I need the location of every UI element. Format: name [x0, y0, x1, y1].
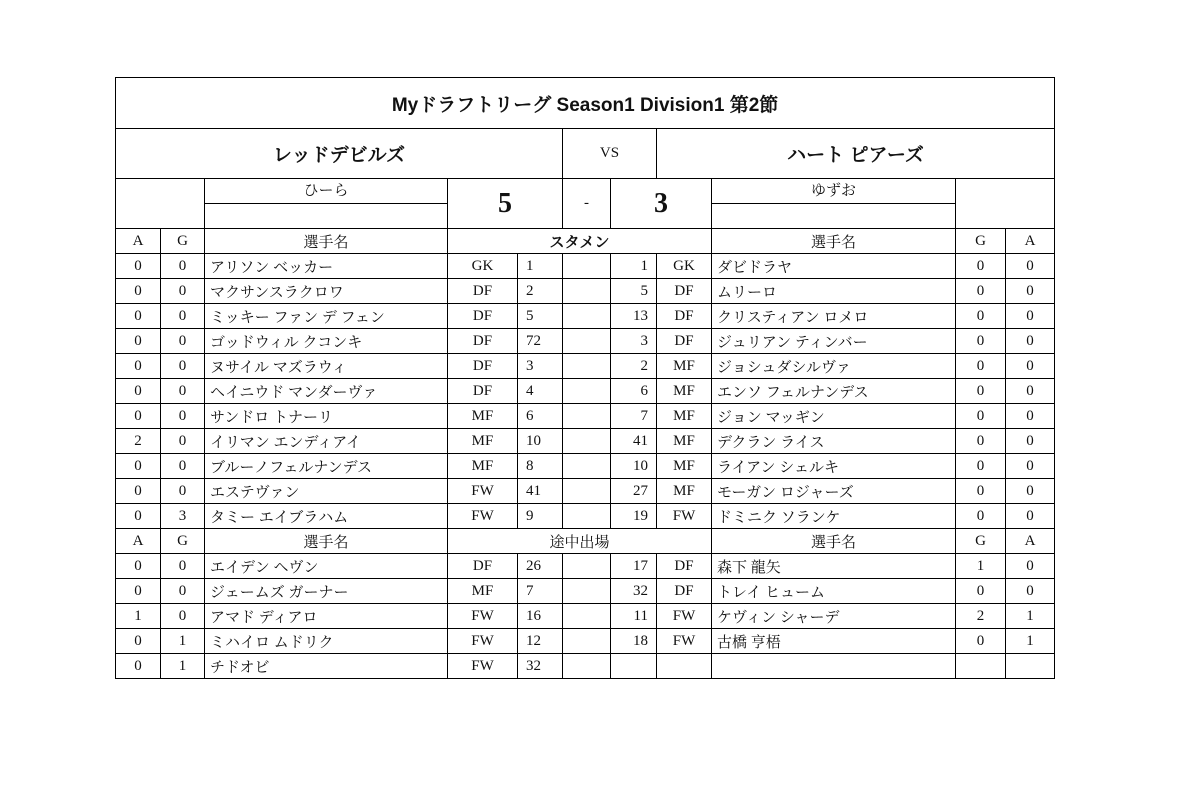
home-assists: 0 [116, 629, 161, 654]
away-shirt-number: 18 [611, 629, 657, 654]
away-assists: 0 [1006, 429, 1055, 454]
away-shirt-number: 1 [611, 254, 657, 279]
away-player-name: ジュリアン ティンバー [712, 329, 956, 354]
subs-header-row [116, 529, 1055, 554]
away-position: DF [657, 579, 712, 604]
away-player-name: モーガン ロジャーズ [712, 479, 956, 504]
away-position: MF [657, 454, 712, 479]
substitute-row [116, 554, 1055, 579]
substitute-row [116, 654, 1055, 679]
home-shirt-number: 12 [518, 629, 563, 654]
sub-header-goals-away: G [956, 529, 1006, 554]
substitute-row [116, 579, 1055, 604]
home-shirt-number: 4 [518, 379, 563, 404]
home-player-name: サンドロ トナーリ [205, 404, 448, 429]
away-shirt-number: 41 [611, 429, 657, 454]
away-player-name: ダビドラヤ [712, 254, 956, 279]
header-player-name: 選手名 [205, 229, 448, 254]
substitutes-section [116, 554, 1055, 679]
home-shirt-number: 1 [518, 254, 563, 279]
away-goals: 0 [956, 354, 1006, 379]
score-gap [563, 629, 611, 654]
home-shirt-number: 8 [518, 454, 563, 479]
home-score: 5 [448, 179, 563, 229]
home-position: DF [448, 554, 518, 579]
header-assists-away: A [1006, 229, 1055, 254]
away-player-name [712, 654, 956, 679]
home-assists: 0 [116, 479, 161, 504]
score-gap [563, 504, 611, 529]
away-goals: 0 [956, 379, 1006, 404]
away-goals: 1 [956, 554, 1006, 579]
home-assists: 0 [116, 579, 161, 604]
sub-header-assists: A [116, 529, 161, 554]
away-shirt-number: 5 [611, 279, 657, 304]
match-report-table [115, 77, 1055, 679]
starter-row [116, 379, 1055, 404]
home-goals: 0 [161, 429, 205, 454]
home-position: DF [448, 379, 518, 404]
away-goals: 0 [956, 579, 1006, 604]
away-player-name: ジョシュダシルヴァ [712, 354, 956, 379]
home-goals: 0 [161, 254, 205, 279]
home-shirt-number: 16 [518, 604, 563, 629]
home-manager-underline-space [205, 204, 448, 229]
starter-row [116, 329, 1055, 354]
home-goals: 0 [161, 279, 205, 304]
home-position: FW [448, 654, 518, 679]
score-gap [563, 329, 611, 354]
home-position: GK [448, 254, 518, 279]
home-shirt-number: 32 [518, 654, 563, 679]
home-goals: 1 [161, 629, 205, 654]
away-team-name: ハート ピアーズ [657, 129, 1055, 179]
away-assists: 0 [1006, 579, 1055, 604]
score-gap [563, 404, 611, 429]
home-assists: 0 [116, 504, 161, 529]
home-assists: 0 [116, 329, 161, 354]
away-assists: 0 [1006, 279, 1055, 304]
away-assists: 1 [1006, 629, 1055, 654]
away-assists: 0 [1006, 254, 1055, 279]
starter-row [116, 454, 1055, 479]
home-player-name: チドオビ [205, 654, 448, 679]
home-assists: 0 [116, 304, 161, 329]
home-position: MF [448, 454, 518, 479]
home-assists: 0 [116, 404, 161, 429]
away-goals [956, 654, 1006, 679]
away-position: MF [657, 479, 712, 504]
home-shirt-number: 7 [518, 579, 563, 604]
home-goals: 1 [161, 654, 205, 679]
home-manager-spacer [116, 179, 205, 205]
home-assists: 0 [116, 654, 161, 679]
substitute-row [116, 604, 1055, 629]
away-manager-spacer [956, 179, 1055, 205]
away-assists: 0 [1006, 479, 1055, 504]
match-title: Myドラフトリーグ Season1 Division1 第2節 [116, 78, 1055, 129]
away-shirt-number: 17 [611, 554, 657, 579]
home-position: MF [448, 404, 518, 429]
home-position: MF [448, 429, 518, 454]
home-player-name: エステヴァン [205, 479, 448, 504]
away-shirt-number: 10 [611, 454, 657, 479]
away-position: DF [657, 554, 712, 579]
sub-header-assists-away: A [1006, 529, 1055, 554]
starter-row [116, 429, 1055, 454]
home-player-name: ゴッドウィル クコンキ [205, 329, 448, 354]
away-goals: 2 [956, 604, 1006, 629]
away-score: 3 [611, 179, 712, 229]
home-assists: 0 [116, 379, 161, 404]
away-assists: 0 [1006, 454, 1055, 479]
away-manager-cell [712, 179, 956, 205]
home-shirt-number: 6 [518, 404, 563, 429]
score-gap [563, 554, 611, 579]
home-player-name: イリマン エンディアイ [205, 429, 448, 454]
away-assists: 0 [1006, 404, 1055, 429]
starter-row [116, 254, 1055, 279]
away-assists: 0 [1006, 504, 1055, 529]
away-shirt-number: 3 [611, 329, 657, 354]
title-row [116, 78, 1055, 129]
home-shirt-number: 26 [518, 554, 563, 579]
home-manager-name: ひーら [205, 179, 447, 204]
away-position: MF [657, 354, 712, 379]
away-goals: 0 [956, 429, 1006, 454]
away-player-name: クリスティアン ロメロ [712, 304, 956, 329]
home-position: FW [448, 629, 518, 654]
home-score-spacer [116, 204, 205, 229]
home-player-name: ジェームズ ガーナー [205, 579, 448, 604]
away-shirt-number: 32 [611, 579, 657, 604]
score-gap [563, 304, 611, 329]
score-gap [563, 604, 611, 629]
away-position: FW [657, 504, 712, 529]
starters-section [116, 254, 1055, 529]
home-position: FW [448, 504, 518, 529]
away-shirt-number: 27 [611, 479, 657, 504]
subs-header-section [116, 529, 1055, 554]
home-goals: 0 [161, 604, 205, 629]
home-position: FW [448, 604, 518, 629]
score-separator: - [563, 179, 611, 229]
home-player-name: ヌサイル マズラウィ [205, 354, 448, 379]
away-shirt-number: 7 [611, 404, 657, 429]
home-player-name: ミハイロ ムドリク [205, 629, 448, 654]
home-goals: 0 [161, 579, 205, 604]
home-assists: 0 [116, 454, 161, 479]
away-position: DF [657, 329, 712, 354]
starter-row [116, 479, 1055, 504]
substitute-row [116, 629, 1055, 654]
report-body [116, 78, 1055, 254]
away-manager-name: ゆずお [712, 179, 955, 204]
header-player-name-away: 選手名 [712, 229, 956, 254]
score-gap [563, 379, 611, 404]
home-shirt-number: 9 [518, 504, 563, 529]
away-shirt-number: 13 [611, 304, 657, 329]
home-position: MF [448, 579, 518, 604]
score-gap [563, 479, 611, 504]
home-shirt-number: 2 [518, 279, 563, 304]
away-assists: 0 [1006, 379, 1055, 404]
away-goals: 0 [956, 629, 1006, 654]
away-goals: 0 [956, 404, 1006, 429]
home-goals: 0 [161, 454, 205, 479]
home-goals: 0 [161, 329, 205, 354]
away-player-name: トレイ ヒューム [712, 579, 956, 604]
away-score-spacer [956, 204, 1055, 229]
away-player-name: エンソ フェルナンデス [712, 379, 956, 404]
home-shirt-number: 5 [518, 304, 563, 329]
score-gap [563, 429, 611, 454]
home-player-name: アリソン ベッカー [205, 254, 448, 279]
home-manager-cell [205, 179, 448, 205]
home-position: DF [448, 354, 518, 379]
away-goals: 0 [956, 479, 1006, 504]
away-position: GK [657, 254, 712, 279]
sub-header-player-name-away: 選手名 [712, 529, 956, 554]
away-position: FW [657, 604, 712, 629]
home-shirt-number: 72 [518, 329, 563, 354]
home-shirt-number: 10 [518, 429, 563, 454]
away-assists: 0 [1006, 304, 1055, 329]
header-goals-away: G [956, 229, 1006, 254]
home-goals: 0 [161, 379, 205, 404]
away-position: FW [657, 629, 712, 654]
home-position: DF [448, 329, 518, 354]
away-assists: 1 [1006, 604, 1055, 629]
away-position: MF [657, 379, 712, 404]
header-starters: スタメン [448, 229, 712, 254]
away-goals: 0 [956, 304, 1006, 329]
home-assists: 0 [116, 254, 161, 279]
score-gap [563, 454, 611, 479]
home-player-name: エイデン ヘヴン [205, 554, 448, 579]
home-goals: 0 [161, 479, 205, 504]
away-player-name: 森下 龍矢 [712, 554, 956, 579]
home-player-name: ブルーノフェルナンデス [205, 454, 448, 479]
home-goals: 0 [161, 304, 205, 329]
starters-header-row [116, 229, 1055, 254]
away-shirt-number: 6 [611, 379, 657, 404]
starter-row [116, 404, 1055, 429]
team-row [116, 129, 1055, 179]
score-gap [563, 354, 611, 379]
away-assists: 0 [1006, 554, 1055, 579]
away-manager-underline-space [712, 204, 956, 229]
away-position: DF [657, 304, 712, 329]
vs-label: VS [563, 129, 657, 179]
away-player-name: ジョン マッギン [712, 404, 956, 429]
away-position: DF [657, 279, 712, 304]
away-position: MF [657, 429, 712, 454]
home-position: DF [448, 304, 518, 329]
home-position: DF [448, 279, 518, 304]
home-goals: 0 [161, 354, 205, 379]
home-goals: 0 [161, 404, 205, 429]
score-row [116, 179, 1055, 205]
score-gap [563, 579, 611, 604]
home-assists: 0 [116, 279, 161, 304]
away-position [657, 654, 712, 679]
away-player-name: 古橋 亨梧 [712, 629, 956, 654]
home-goals: 3 [161, 504, 205, 529]
score-gap [563, 254, 611, 279]
away-shirt-number [611, 654, 657, 679]
home-player-name: ヘイニウド マンダーヴァ [205, 379, 448, 404]
header-substitutes: 途中出場 [448, 529, 712, 554]
home-position: FW [448, 479, 518, 504]
home-assists: 1 [116, 604, 161, 629]
away-goals: 0 [956, 254, 1006, 279]
home-player-name: ミッキー ファン デ フェン [205, 304, 448, 329]
home-assists: 2 [116, 429, 161, 454]
away-shirt-number: 2 [611, 354, 657, 379]
away-player-name: デクラン ライス [712, 429, 956, 454]
home-player-name: タミー エイブラハム [205, 504, 448, 529]
starter-row [116, 504, 1055, 529]
away-player-name: ドミニク ソランケ [712, 504, 956, 529]
away-goals: 0 [956, 279, 1006, 304]
score-gap [563, 654, 611, 679]
away-shirt-number: 11 [611, 604, 657, 629]
away-player-name: ケヴィン シャーデ [712, 604, 956, 629]
away-goals: 0 [956, 329, 1006, 354]
starter-row [116, 279, 1055, 304]
sub-header-player-name: 選手名 [205, 529, 448, 554]
away-assists [1006, 654, 1055, 679]
header-assists: A [116, 229, 161, 254]
away-player-name: ムリーロ [712, 279, 956, 304]
score-gap [563, 279, 611, 304]
away-position: MF [657, 404, 712, 429]
header-goals: G [161, 229, 205, 254]
starter-row [116, 304, 1055, 329]
home-player-name: アマド ディアロ [205, 604, 448, 629]
away-assists: 0 [1006, 329, 1055, 354]
starter-row [116, 354, 1055, 379]
home-shirt-number: 3 [518, 354, 563, 379]
home-assists: 0 [116, 554, 161, 579]
sub-header-goals: G [161, 529, 205, 554]
away-goals: 0 [956, 504, 1006, 529]
home-player-name: マクサンスラクロワ [205, 279, 448, 304]
home-team-name: レッドデビルズ [116, 129, 563, 179]
away-goals: 0 [956, 454, 1006, 479]
away-assists: 0 [1006, 354, 1055, 379]
home-goals: 0 [161, 554, 205, 579]
away-shirt-number: 19 [611, 504, 657, 529]
home-shirt-number: 41 [518, 479, 563, 504]
away-player-name: ライアン シェルキ [712, 454, 956, 479]
home-assists: 0 [116, 354, 161, 379]
